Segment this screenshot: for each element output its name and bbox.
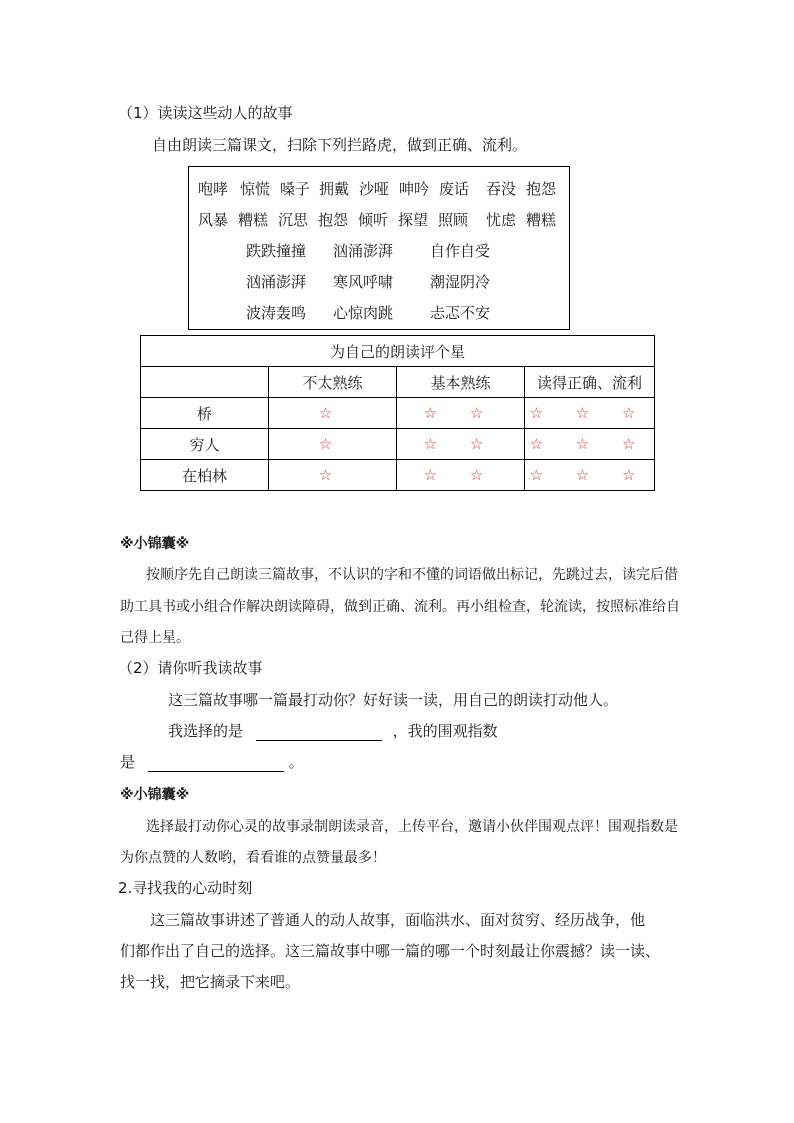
vocab-word: 糟糕 [238,211,269,229]
section1-intro: 自由朗读三篇课文，扫除下列拦路虎，做到正确、流利。 [152,136,528,154]
rating-table-title-row [141,336,655,367]
story-name: 在柏林 [141,460,269,491]
header-cell: 不太熟练 [269,367,397,398]
star-icon[interactable]: ☆ ☆ [423,435,498,453]
index-label: ，我的围观指数 [392,722,498,740]
vocab-word: 沙哑 [359,180,390,198]
table-row [141,460,655,491]
vocab-phrase: 自作自受 [430,242,491,260]
section2-title: （2）请你听我读故事 [118,659,263,677]
tip1-line-3: 己得上星。 [120,630,190,646]
vocab-word: 探望 [398,211,429,229]
section3-line-1: 这三篇故事讲述了普通人的动人故事，面临洪水、面对贫穷、经历战争，他 [150,911,646,929]
choose-label: 我选择的是 [168,722,244,740]
rating-table [140,335,655,491]
table-row [141,429,655,460]
tip1-line-2: 助工具书或小组合作解决朗读障碍，做到正确、流利。再小组检查，轮流读，按照标准给自 [120,599,680,615]
vocab-phrase: 汹涌澎湃 [333,242,394,260]
vocab-word: 惊慌 [240,180,271,198]
vocab-word: 忧虑 [486,211,517,229]
vocab-phrase: 波涛轰鸣 [246,304,307,322]
star-icon[interactable]: ☆ [318,404,347,422]
tip1-line-1: 按顺序先自己朗读三篇故事，不认识的字和不懂的词语做出标记，先跳过去，读完后借 [146,567,678,583]
star-icon[interactable]: ☆ ☆ [423,404,498,422]
table-row [141,398,655,429]
tip1-title: ※小锦囊※ [120,536,190,552]
vocab-word: 糟糕 [526,211,557,229]
rating-table-title: 为自己的朗读评个星 [141,336,655,367]
story-name: 桥 [141,398,269,429]
vocab-word: 照顾 [438,211,469,229]
star-icon[interactable]: ☆ [318,435,347,453]
vocab-phrase: 潮湿阴冷 [430,273,491,291]
choice-blank-input[interactable] [256,722,382,741]
vocab-phrase: 心惊肉跳 [333,304,394,322]
vocab-word: 抱怨 [526,180,557,198]
index-line [120,751,304,772]
vocab-word: 咆哮 [198,180,229,198]
star-icon[interactable]: ☆ ☆ ☆ [529,466,650,484]
header-cell: 读得正确、流利 [525,367,655,398]
star-icon[interactable]: ☆ [318,466,347,484]
vocab-box [188,166,570,330]
end-mark: 。 [288,753,304,771]
section3-line-2: 们都作出了自己的选择。这三篇故事中哪一篇的哪一个时刻最让你震撼？读一读、 [120,942,661,960]
star-icon[interactable]: ☆ ☆ ☆ [529,404,650,422]
vocab-word: 呻吟 [399,180,430,198]
star-icon[interactable]: ☆ ☆ ☆ [529,435,650,453]
tip2-line-2: 为你点赞的人数哟，看看谁的点赞量最多！ [120,850,386,866]
tip2-title: ※小锦囊※ [120,787,190,803]
vocab-word: 倾听 [358,211,389,229]
header-cell: 基本熟练 [397,367,525,398]
section2-line-1: 这三篇故事哪一篇最打动你？好好读一读，用自己的朗读打动他人。 [168,691,619,709]
vocab-word: 废话 [439,180,470,198]
is-label: 是 [120,753,136,771]
vocab-word: 拥戴 [319,180,350,198]
story-name: 穷人 [141,429,269,460]
section3-line-3: 找一找，把它摘录下来吧。 [120,973,301,991]
rating-table-corner [141,367,269,398]
vocab-word: 吞没 [486,180,517,198]
vocab-word: 沉思 [278,211,309,229]
vocab-word: 抱怨 [318,211,349,229]
vocab-word: 风暴 [198,211,229,229]
vocab-word: 嗓子 [280,180,311,198]
index-blank-input[interactable] [148,753,284,772]
vocab-phrase: 跌跌撞撞 [246,242,307,260]
choice-line [168,720,498,741]
vocab-phrase: 忐忑不安 [430,304,491,322]
section1-title: （1）读读这些动人的故事 [118,104,293,122]
vocab-phrase: 汹涌澎湃 [246,273,307,291]
section3-title: 2.寻找我的心动时刻 [118,879,253,897]
star-icon[interactable]: ☆ ☆ [423,466,498,484]
vocab-phrase: 寒风呼啸 [333,273,394,291]
rating-table-header-row [141,367,655,398]
tip2-line-1: 选择最打动你心灵的故事录制朗读录音，上传平台，邀请小伙伴围观点评！围观指数是 [146,819,678,835]
